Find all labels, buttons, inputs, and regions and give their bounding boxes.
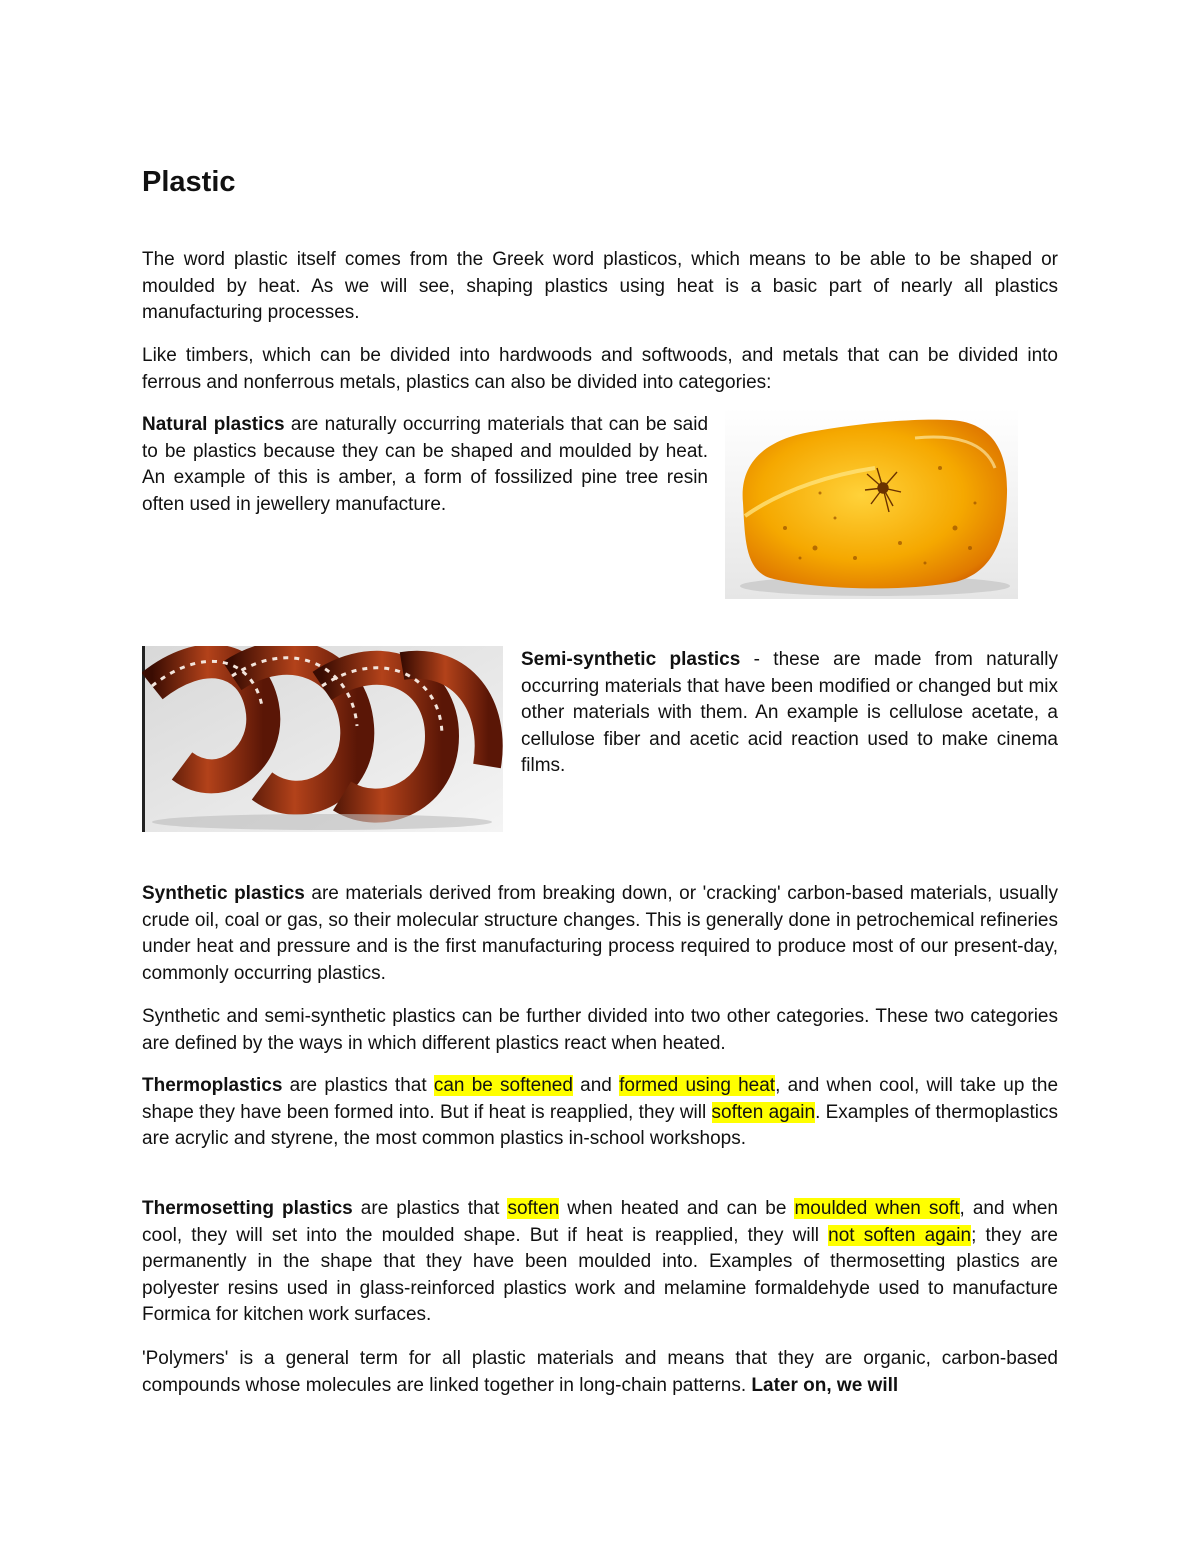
semi-synthetic-term: Semi-synthetic plastics	[521, 649, 741, 670]
thermoplastics-text-1: are plastics that	[282, 1075, 434, 1096]
semi-synthetic-text: - these are made from naturally occurring materials that have been modified or changed but mix other materials with them. An example is cellulose acetate, a cellulose fiber and acetic acid reaction used to make cinema films.	[521, 649, 1058, 776]
synthetic-plastics-term: Synthetic plastics	[142, 883, 305, 904]
thermosetting-text-2: when heated and can be	[559, 1198, 795, 1219]
thermosetting-text-3: , and when cool, they will set into the moulded shape. But if heat is reapplied, they will	[142, 1198, 1058, 1246]
thermoplastics-text-3: , and when cool, will take up the shape they have been formed into. But if heat is reapplied, they will	[142, 1075, 1059, 1123]
thermoplastics-text-2: and	[572, 1075, 620, 1096]
highlight-moulded-when-soft: moulded when soft	[794, 1198, 960, 1219]
natural-plastics-text: are naturally occurring materials that can be said to be plastics because they can be shaped and moulded by heat. An example of this is amber, a form of fossilized pine tree resin often used in jewellery manufacture.	[142, 414, 709, 515]
highlight-soften: soften	[507, 1198, 560, 1219]
highlight-not-soften-again: not soften again	[828, 1224, 972, 1246]
further-division-paragraph: Synthetic and semi-synthetic plastics can be further divided into two other categories. These two categories are defined by the ways in which different plastics react when heated.	[142, 1006, 1058, 1054]
intro-paragraph: The word plastic itself comes from the Greek word plasticos, which means to be able to be shaped or moulded by heat. As we will see, shaping plastics using heat is a basic part of nearly all plastics manufacturing processes.	[142, 249, 1058, 323]
highlight-formed-using-heat: formed using heat	[619, 1075, 776, 1096]
film-illustration	[142, 646, 503, 832]
thermoplastics-text-4: . Examples of thermoplastics are acrylic and styrene, the most common plastics in-school workshops.	[142, 1101, 1058, 1149]
highlight-soften-again: soften again	[711, 1101, 816, 1123]
polymers-text: 'Polymers' is a general term for all plastic materials and means that they are organic, carbon-based compounds whose molecules are linked together in long-chain patterns.	[142, 1348, 1058, 1396]
polymers-paragraph	[142, 1346, 1058, 1399]
thermosetting-paragraph	[142, 1196, 1058, 1329]
thermoplastics-term: Thermoplastics	[142, 1075, 283, 1096]
natural-plastics-paragraph	[142, 412, 708, 518]
thermosetting-text-4: ; they are permanently in the shape that they have been moulded into. Examples of thermosetting plastics are polyester resins used in glass-reinforced plastics work and melamine formaldehyde used to manufacture Formica for kitchen work surfaces.	[142, 1224, 1058, 1325]
highlight-can-be-softened: can be softened	[433, 1075, 573, 1096]
synthetic-plastics-paragraph	[142, 881, 1058, 987]
polymers-bold-text: Later on, we will	[751, 1374, 899, 1396]
thermosetting-term: Thermosetting plastics	[142, 1198, 353, 1219]
page-title: Plastic	[142, 166, 236, 198]
film-image	[142, 646, 503, 832]
natural-plastics-term: Natural plastics	[142, 414, 285, 435]
categories-intro-paragraph: Like timbers, which can be divided into hardwoods and softwoods, and metals that can be divided into ferrous and nonferrous metals, plastics can also be divided into categories:	[142, 345, 1058, 393]
amber-illustration	[725, 408, 1018, 599]
synthetic-plastics-text: are materials derived from breaking down, or 'cracking' carbon-based materials, usually crude oil, coal or gas, so their molecular structure changes. This is generally done in petrochemical refineries under heat and pressure and is the first manufacturing process required to produce most of our present-day, commonly occurring plastics.	[142, 883, 1058, 984]
amber-image	[725, 408, 1018, 599]
thermoplastics-paragraph	[142, 1073, 1058, 1153]
semi-synthetic-paragraph	[521, 647, 1058, 780]
thermosetting-text-1: are plastics that	[352, 1198, 508, 1219]
